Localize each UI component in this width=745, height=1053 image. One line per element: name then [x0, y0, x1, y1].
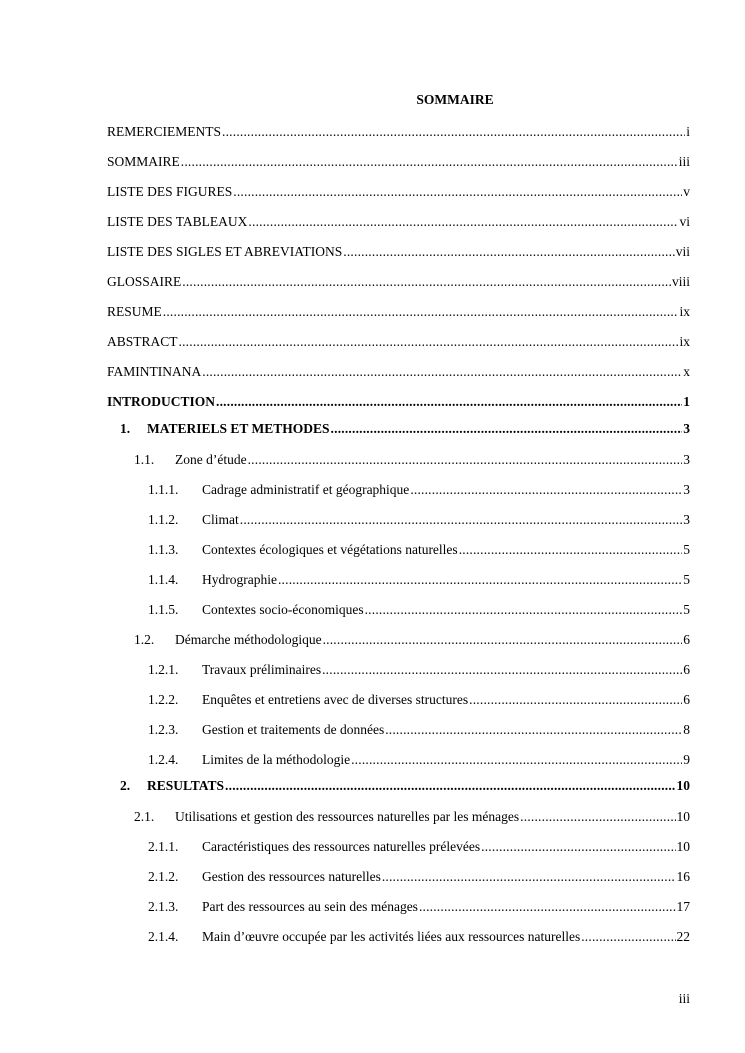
toc-entry-number: 2.1.1. [148, 839, 179, 854]
dot-leader [520, 808, 675, 825]
dot-leader [216, 393, 682, 410]
toc-entry-number: 1.2.3. [148, 722, 179, 737]
toc-entry-label: REMERCIEMENTS [107, 124, 222, 139]
toc-entry-page: 9 [683, 752, 690, 767]
toc-entry-page: 3 [683, 482, 690, 497]
toc-entry-label: Utilisations et gestion des ressources naturelles par les ménages [175, 809, 520, 824]
toc-entry-label: Contextes socio-économiques [202, 602, 364, 617]
toc-entry-label: Démarche méthodologique [175, 632, 322, 647]
toc-entry-page: 8 [683, 722, 690, 737]
toc-entry-label: Hydrographie [202, 572, 277, 587]
toc-entry-label: Contextes écologiques et végétations naturelles [202, 542, 458, 557]
toc-entry-label: RESULTATS [147, 778, 225, 793]
toc-entry-1-2-4[interactable] [148, 751, 690, 768]
toc-entry-number: 1.2.4. [148, 752, 179, 767]
dot-leader [323, 631, 683, 648]
dot-leader [179, 333, 679, 350]
toc-entry-page: 10 [676, 839, 690, 854]
toc-entry-page: 1 [683, 394, 690, 409]
toc-entry-number: 2. [120, 778, 131, 793]
dot-leader [459, 541, 683, 558]
toc-entry-page: 22 [676, 929, 690, 944]
toc-entry-page: vi [679, 214, 690, 229]
toc-entry-page: 5 [683, 572, 690, 587]
toc-entry-2-1-2[interactable] [148, 868, 690, 885]
toc-entry-1-2-3[interactable] [148, 721, 690, 738]
dot-leader [322, 661, 682, 678]
toc-entry-page: 3 [683, 421, 690, 436]
toc-entry-remerciements[interactable] [107, 123, 690, 140]
toc-entry-glossaire[interactable] [107, 273, 690, 290]
dot-leader [222, 123, 685, 140]
dot-leader [278, 571, 682, 588]
toc-entry-page: 6 [683, 662, 690, 677]
dot-leader [181, 153, 678, 170]
toc-entry-sommaire[interactable] [107, 153, 690, 170]
toc-entry-label: Cadrage administratif et géographique [202, 482, 410, 497]
dot-leader [351, 751, 682, 768]
toc-entry-page: 10 [676, 778, 690, 793]
toc-entry-page: ix [679, 334, 690, 349]
toc-entry-page: 6 [683, 632, 690, 647]
toc-entry-page: 3 [683, 452, 690, 467]
toc-entry-page: 17 [676, 899, 690, 914]
dot-leader [240, 511, 683, 528]
dot-leader [382, 868, 676, 885]
toc-entry-number: 1.1.4. [148, 572, 179, 587]
toc-entry-label: Part des ressources au sein des ménages [202, 899, 418, 914]
toc-entry-label: SOMMAIRE [107, 154, 180, 169]
toc-entry-label: Caractéristiques des ressources naturelles prélevées [202, 839, 481, 854]
toc-entry-page: 5 [683, 602, 690, 617]
page-title: SOMMAIRE [416, 92, 494, 107]
toc-entry-label: INTRODUCTION [107, 394, 216, 409]
toc-entry-1-2-1[interactable] [148, 661, 690, 678]
toc-entry-1-2-2[interactable] [148, 691, 690, 708]
toc-entry-number: 1.2.1. [148, 662, 179, 677]
toc-entry-number: 1.1.2. [148, 512, 179, 527]
toc-entry-page: 5 [683, 542, 690, 557]
toc-entry-liste-des-tableaux[interactable] [107, 213, 690, 230]
toc-entry-label: Climat [202, 512, 239, 527]
toc-entry-label: LISTE DES SIGLES ET ABREVIATIONS [107, 244, 343, 259]
toc-entry-number: 1.1.5. [148, 602, 179, 617]
dot-leader [469, 691, 682, 708]
toc-entry-page: x [683, 364, 690, 379]
dot-leader [481, 838, 675, 855]
toc-entry-number: 1.1.3. [148, 542, 179, 557]
toc-entry-label: Main d’œuvre occupée par les activités liées aux ressources naturelles [202, 929, 581, 944]
toc-entry-1-1[interactable] [134, 451, 690, 468]
toc-entry-page: 16 [676, 869, 690, 884]
toc-entry-label: Limites de la méthodologie [202, 752, 351, 767]
toc-entry-number: 1.1.1. [148, 482, 179, 497]
toc-entry-1-1-3[interactable] [148, 541, 690, 558]
toc-entry-famintinana[interactable] [107, 363, 690, 380]
dot-leader [410, 481, 682, 498]
page-number: iii [678, 991, 690, 1006]
toc-entry-number: 1.2. [134, 632, 155, 647]
toc-entry-page: ix [679, 304, 690, 319]
toc-entry-number: 2.1.3. [148, 899, 179, 914]
toc-entry-1-2[interactable] [134, 631, 690, 648]
toc-entry-2-1-3[interactable] [148, 898, 690, 915]
dot-leader [343, 243, 674, 260]
toc-entry-label: Travaux préliminaires [202, 662, 322, 677]
dot-leader [331, 420, 683, 437]
toc-entry-chapter-2[interactable] [120, 777, 690, 794]
toc-entry-1-1-5[interactable] [148, 601, 690, 618]
toc-entry-label: Gestion et traitements de données [202, 722, 385, 737]
toc-entry-number: 1.1. [134, 452, 155, 467]
toc-entry-label: LISTE DES TABLEAUX [107, 214, 248, 229]
toc-entry-1-1-1[interactable] [148, 481, 690, 498]
toc-entry-page: v [683, 184, 690, 199]
dot-leader [385, 721, 682, 738]
toc-entry-1-1-2[interactable] [148, 511, 690, 528]
toc-entry-page: vii [675, 244, 690, 259]
toc-entry-liste-des-figures[interactable] [107, 183, 690, 200]
toc-entry-chapter-1[interactable] [120, 420, 690, 437]
dot-leader [419, 898, 676, 915]
toc-entry-number: 2.1.4. [148, 929, 179, 944]
toc-entry-label: MATERIELS ET METHODES [147, 421, 330, 436]
toc-entry-label: Enquêtes et entretiens avec de diverses structures [202, 692, 469, 707]
toc-entry-label: RESUME [107, 304, 162, 319]
toc-entry-page: iii [678, 154, 690, 169]
toc-entry-abstract[interactable] [107, 333, 690, 350]
toc-entry-page: 3 [683, 512, 690, 527]
toc-entry-label: FAMINTINANA [107, 364, 202, 379]
toc-entry-page: viii [671, 274, 690, 289]
toc-entry-1-1-4[interactable] [148, 571, 690, 588]
toc-entry-number: 2.1. [134, 809, 155, 824]
toc-entry-introduction[interactable] [107, 393, 690, 410]
toc-entry-label: ABSTRACT [107, 334, 178, 349]
toc-entry-label: Zone d’étude [175, 452, 247, 467]
toc-entry-page: 10 [676, 809, 690, 824]
toc-entry-2-1-4[interactable] [148, 928, 690, 945]
dot-leader [365, 601, 683, 618]
toc-entry-2-1[interactable] [134, 808, 690, 825]
dot-leader [233, 183, 682, 200]
dot-leader [248, 213, 678, 230]
dot-leader [225, 777, 675, 794]
toc-entry-liste-des-sigles[interactable] [107, 243, 690, 260]
toc-entry-label: GLOSSAIRE [107, 274, 182, 289]
toc-entry-number: 1.2.2. [148, 692, 179, 707]
dot-leader [163, 303, 679, 320]
toc-entry-resume[interactable] [107, 303, 690, 320]
toc-entry-label: Gestion des ressources naturelles [202, 869, 381, 884]
toc-entry-number: 1. [120, 421, 131, 436]
dot-leader [202, 363, 682, 380]
toc-entry-page: 6 [683, 692, 690, 707]
toc-entry-number: 2.1.2. [148, 869, 179, 884]
toc-entry-2-1-1[interactable] [148, 838, 690, 855]
dot-leader [581, 928, 675, 945]
toc-entry-label: LISTE DES FIGURES [107, 184, 233, 199]
dot-leader [182, 273, 671, 290]
dot-leader [248, 451, 683, 468]
toc-entry-page: i [686, 124, 690, 139]
